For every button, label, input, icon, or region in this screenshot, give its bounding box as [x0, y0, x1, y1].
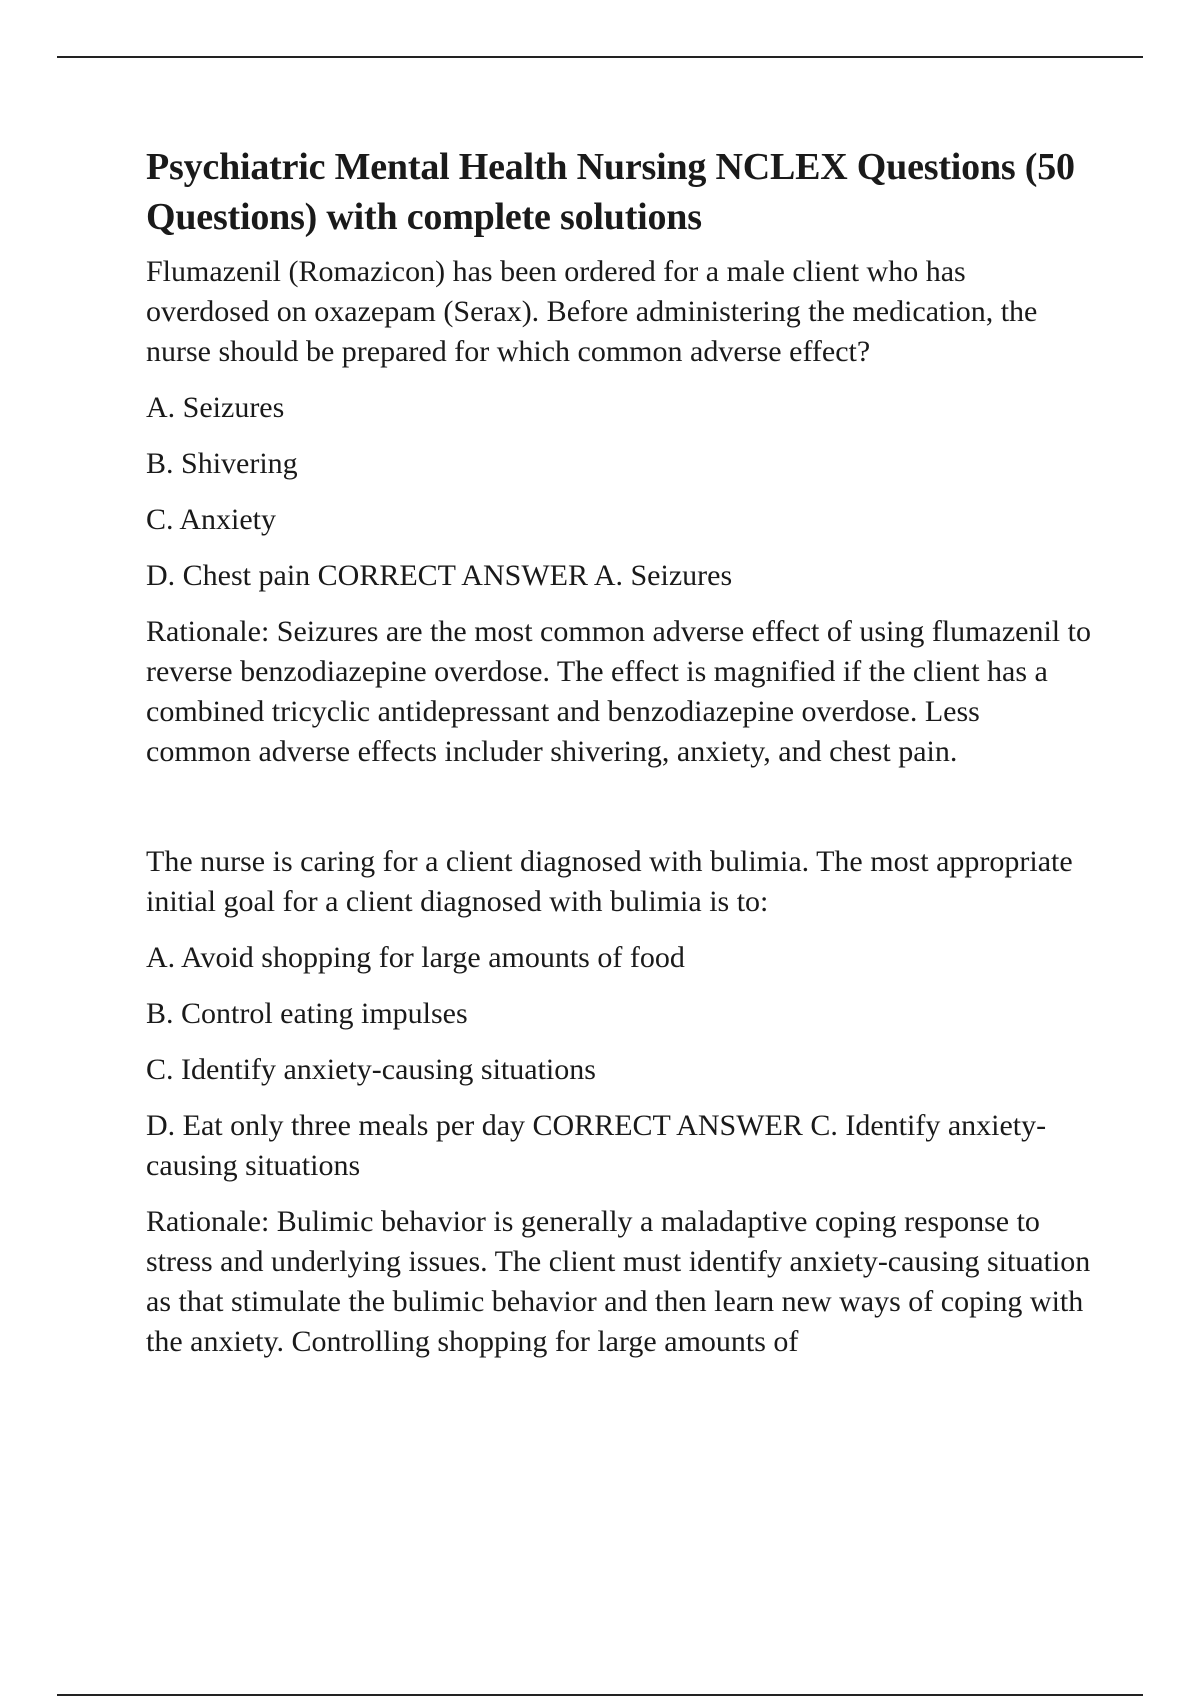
rationale: Rationale: Seizures are the most common adverse effect of using flumazenil to reverse benzodiazepine overdose. The effect is magnified if the client has a combined tricyclic antidepressant and benzodiazepine overdose. Less common adverse effects includer shivering, anxiety, and chest pain. [146, 615, 1091, 768]
option-d-with-correct-answer: D. Chest pain CORRECT ANSWER A. Seizures [146, 559, 733, 592]
rationale: Rationale: Bulimic behavior is generally a maladaptive coping response to stress and underlying issues. The client must identify anxiety-causing situation as that stimulate the bulimic behavior and then learn new ways of coping with the anxiety. Controlling shopping for large amounts of [146, 1205, 1091, 1358]
option-c: C. Identify anxiety-causing situations [146, 1053, 596, 1086]
option-c: C. Anxiety [146, 503, 277, 536]
option-a: A. Avoid shopping for large amounts of food [146, 941, 685, 974]
question-block-2 [146, 842, 1091, 1362]
option-a: A. Seizures [146, 391, 285, 424]
section-spacer [146, 788, 1091, 842]
question-block-1 [146, 252, 1091, 772]
option-b: B. Shivering [146, 447, 298, 480]
top-rule [57, 56, 1143, 58]
question-stem: The nurse is caring for a client diagnosed with bulimia. The most appropriate initial goal for a client diagnosed with bulimia is to: [146, 845, 1073, 918]
document-title: Psychiatric Mental Health Nursing NCLEX Questions (50 Questions) with complete solutions [146, 146, 1075, 238]
question-stem: Flumazenil (Romazicon) has been ordered for a male client who has overdosed on oxazepam (Serax). Before administering the medication, the nurse should be prepared for which common adverse effect? [146, 255, 1038, 368]
page-content [146, 142, 1091, 1378]
option-b: B. Control eating impulses [146, 997, 468, 1030]
bottom-rule [57, 1694, 1143, 1696]
option-d-with-correct-answer: D. Eat only three meals per day CORRECT ANSWER C. Identify anxiety-causing situations [146, 1109, 1047, 1182]
